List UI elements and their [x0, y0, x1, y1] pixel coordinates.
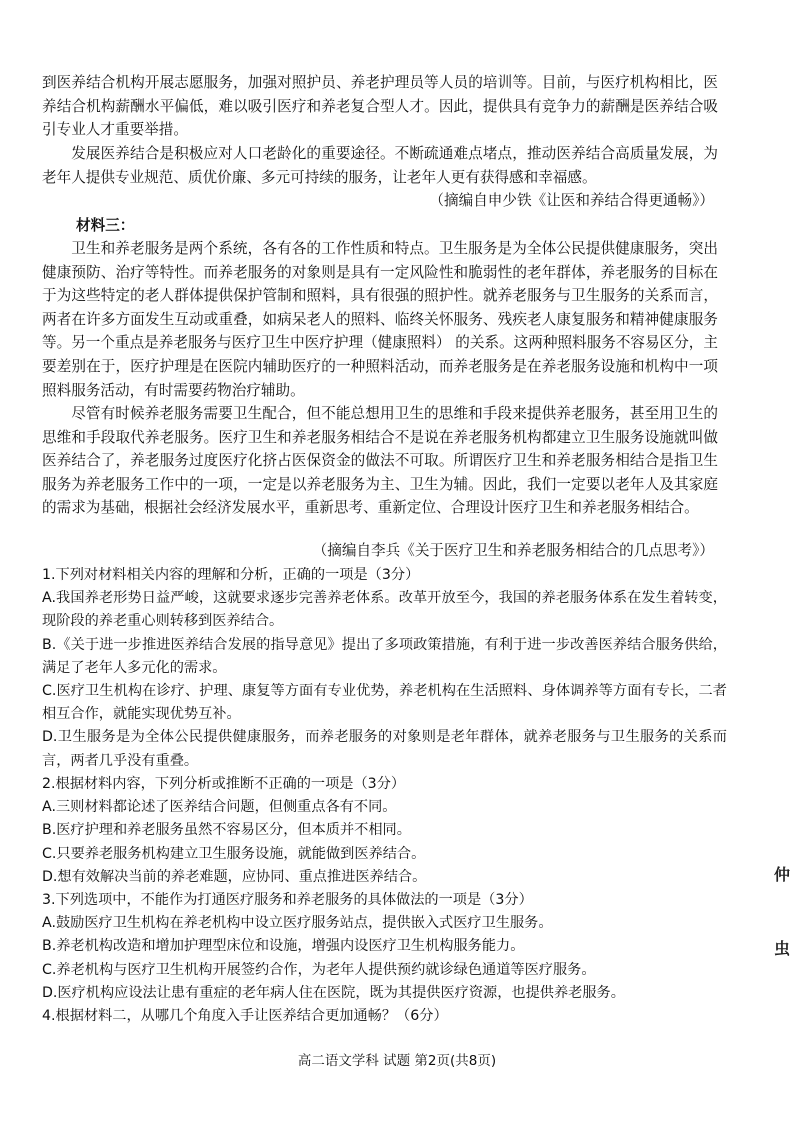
- question-option-a: A.我国养老形势日益严峻，这就要求逐步完善养老体系。改革开放至今，我国的养老服务体系在发生着转变，现阶段的养老重心则转移到医养结合。: [42, 590, 727, 630]
- question-option-c: C.医疗卫生机构在诊疗、护理、康复等方面有专业优势，养老机构在生活照料、身体调养等方面有专长，二者相互合作，就能实现优势互补。: [42, 683, 727, 723]
- question-option-c: C.只要养老服务机构建立卫生服务设施，就能做到医养结合。: [42, 845, 426, 862]
- question-stem: 4.根据材料二，从哪几个角度入手让医养结合更加通畅？（6分）: [42, 1008, 448, 1024]
- material3-source: （摘编自李兵《关于医疗卫生和养老服务相结合的几点思考》）: [312, 542, 714, 559]
- edge-mark-bottom: 虫: [773, 939, 790, 958]
- edge-mark-top: 仲: [773, 865, 790, 884]
- question-option-c: C.养老机构与医疗卫生机构开展签约合作，为老年人提供预约就诊绿色通道等医疗服务。: [42, 961, 596, 978]
- question-option-a: A.鼓励医疗卫生机构在养老机构中设立医疗服务站点，提供嵌入式医疗卫生服务。: [42, 915, 553, 932]
- question-option-b: B.医疗护理和养老服务虽然不容易区分，但本质并不相同。: [42, 822, 411, 839]
- question-option-d: D.想有效解决当前的养老难题，应协同、重点推进医养结合。: [42, 868, 427, 885]
- question-1: [42, 564, 727, 773]
- question-3: [42, 889, 727, 1005]
- question-option-b: B.《关于进一步推进医养结合发展的指导意见》提出了多项政策措施，有利于进一步改善医养结合服务供给，满足了老年人多元化的需求。: [42, 636, 727, 676]
- question-option-b: B.养老机构改造和增加护理型床位和设施，增强内设医疗卫生机构服务能力。: [42, 938, 525, 955]
- material3-paragraph-2: 尽管有时候养老服务需要卫生配合，但不能总想用卫生的思维和手段来提供养老服务，甚至用卫生的思维和手段取代养老服务。医疗卫生和养老服务相结合不是说在养老服务机构都建立卫生服务设施就叫做医养结合了，养老服务过度医疗化挤占医保资金的做法不可取。所谓医疗卫生和养老服务相结合是指卫生服务为养老服务工作中的一项，一定是以养老服务为主、卫生为辅。因此，我们一定要以老年人及其家庭的需求为基础，根据社会经济发展水平，重新思考、重新定位、合理设计医疗卫生和养老服务相结合。: [42, 405, 718, 517]
- question-4: [42, 1005, 727, 1028]
- question-2: [42, 773, 727, 889]
- question-stem: 1.下列对材料相关内容的理解和分析，正确的一项是（3分）: [42, 567, 420, 583]
- question-stem: 3.下列选项中，不能作为打通医疗服务和养老服务的具体做法的一项是（3分）: [42, 892, 533, 908]
- material3-heading: 材料三：: [76, 217, 135, 234]
- material2-paragraph-2: 发展医养结合是积极应对人口老龄化的重要途径。不断疏通难点堵点，推动医养结合高质量发展，为老年人提供专业规范、质优价廉、多元可持续的服务，让老年人更有获得感和幸福感。: [42, 145, 718, 186]
- question-stem: 2.根据材料内容，下列分析或推断不正确的一项是（3分）: [42, 776, 406, 792]
- material2-paragraph-1: 到医养结合机构开展志愿服务，加强对照护员、养老护理员等人员的培训等。目前，与医疗机构相比，医养结合机构薪酬水平偏低，难以吸引医疗和养老复合型人才。因此，提供具有竞争力的薪酬是医养结合吸引专业人才重要举措。: [42, 74, 718, 139]
- question-option-d: D.卫生服务是为全体公民提供健康服务，而养老服务的对象则是老年群体，就养老服务与卫生服务的关系而言，两者几乎没有重叠。: [42, 729, 727, 769]
- material3-paragraph-1: 卫生和养老服务是两个系统，各有各的工作性质和特点。卫生服务是为全体公民提供健康服务，突出健康预防、治疗等特性。而养老服务的对象则是具有一定风险性和脆弱性的老年群体，养老服务的目标在于为这些特定的老人群体提供保护管制和照料，具有很强的照护性。就养老服务与卫生服务的关系而言，两者在许多方面发生互动或重叠，如病呆老人的照料、临终关怀服务、残疾老人康复服务和精神健康服务等。另一个重点是养老服务与医疗卫生中医疗护理（健康照料） 的关系。这两种照料服务不容易区分，主要差别在于，医疗护理是在医院内辅助医疗的一种照料活动，而养老服务是在养老服务设施和机构中一项照料服务活动，有时需要药物治疗辅助。: [42, 240, 718, 399]
- material2-source: （摘编自申少铁《让医和养结合得更通畅》）: [429, 192, 714, 209]
- question-option-d: D.医疗机构应设法让患有重症的老年病人住在医院，既为其提供医疗资源，也提供养老服务。: [42, 984, 625, 1001]
- question-option-a: A.三则材料都论述了医养结合问题，但侧重点各有不同。: [42, 799, 397, 816]
- page-footer: 高二语文学科 试题 第2页(共8页): [297, 1053, 497, 1069]
